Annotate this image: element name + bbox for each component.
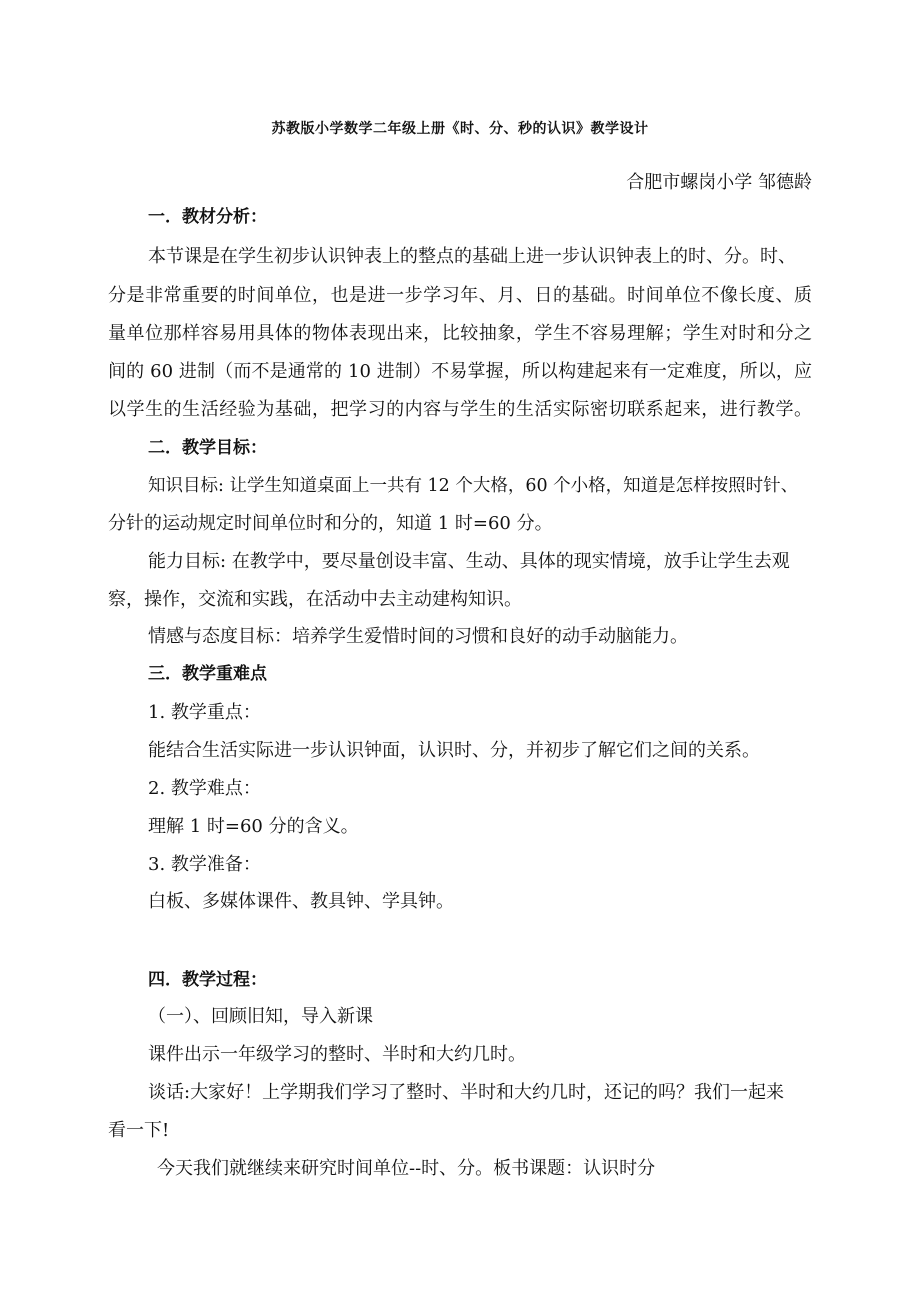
ability-goal-line: 能力目标: 在教学中，要尽量创设丰富、生动、具体的现实情境，放手让学生去观 xyxy=(148,551,790,572)
today-line: 今天我们就继续来研究时间单位--时、分。板书课题：认识时分 xyxy=(157,1158,656,1179)
emotion-goal-line: 情感与态度目标：培养学生爱惜时间的习惯和良好的动手动脑能力。 xyxy=(148,626,688,647)
paragraph-line: 量单位那样容易用具体的物体表现出来，比较抽象，学生不容易理解；学生对时和分之 xyxy=(108,323,812,344)
section-heading-3: 三．教学重难点 xyxy=(148,664,267,684)
knowledge-goal-line: 分针的运动规定时间单位时和分的，知道 1 时=60 分。 xyxy=(108,513,553,534)
preparation-label: 3. 教学准备： xyxy=(148,854,261,875)
paragraph-line: 以学生的生活经验为基础，把学习的内容与学生的生活实际密切联系起来，进行教学。 xyxy=(108,399,812,420)
difficult-point-label: 2. 教学难点： xyxy=(148,778,261,799)
section-heading-2: 二．教学目标： xyxy=(148,438,267,458)
paragraph-line: 分是非常重要的时间单位，也是进一步学习年、月、日的基础。时间单位不像长度、质 xyxy=(108,285,812,306)
ability-goal-line: 察，操作，交流和实践，在活动中去主动建构知识。 xyxy=(108,589,522,610)
document-title: 苏教版小学数学二年级上册《时、分、秒的认识》教学设计 xyxy=(271,121,649,137)
talk-line: 看一下! xyxy=(108,1120,170,1141)
section-heading-4: 四．教学过程： xyxy=(148,970,267,990)
preparation-text: 白板、多媒体课件、教具钟、学具钟。 xyxy=(148,891,454,912)
process-line: 课件出示一年级学习的整时、半时和大约几时。 xyxy=(148,1044,526,1065)
section-heading-1: 一．教材分析： xyxy=(148,207,267,227)
difficult-point-text: 理解 1 时=60 分的含义。 xyxy=(148,816,359,837)
key-point-label: 1. 教学重点： xyxy=(148,702,261,723)
talk-line: 谈话:大家好！上学期我们学习了整时、半时和大约几时，还记的吗？我们一起来 xyxy=(148,1082,785,1103)
document-author: 合肥市螺岗小学 邹德龄 xyxy=(626,172,812,193)
key-point-text: 能结合生活实际进一步认识钟面，认识时、分，并初步了解它们之间的关系。 xyxy=(148,740,760,761)
knowledge-goal-line: 知识目标: 让学生知道桌面上一共有 12 个大格，60 个小格，知道是怎样按照时针、 xyxy=(148,476,799,496)
paragraph-line: 间的 60 进制（而不是通常的 10 进制）不易掌握，所以构建起来有一定难度，所以，应 xyxy=(108,361,812,382)
paragraph-line: 本节课是在学生初步认识钟表上的整点的基础上进一步认识钟表上的时、分。时、 xyxy=(148,246,796,267)
subsection-title: （一）、回顾旧知，导入新课 xyxy=(148,1006,373,1027)
